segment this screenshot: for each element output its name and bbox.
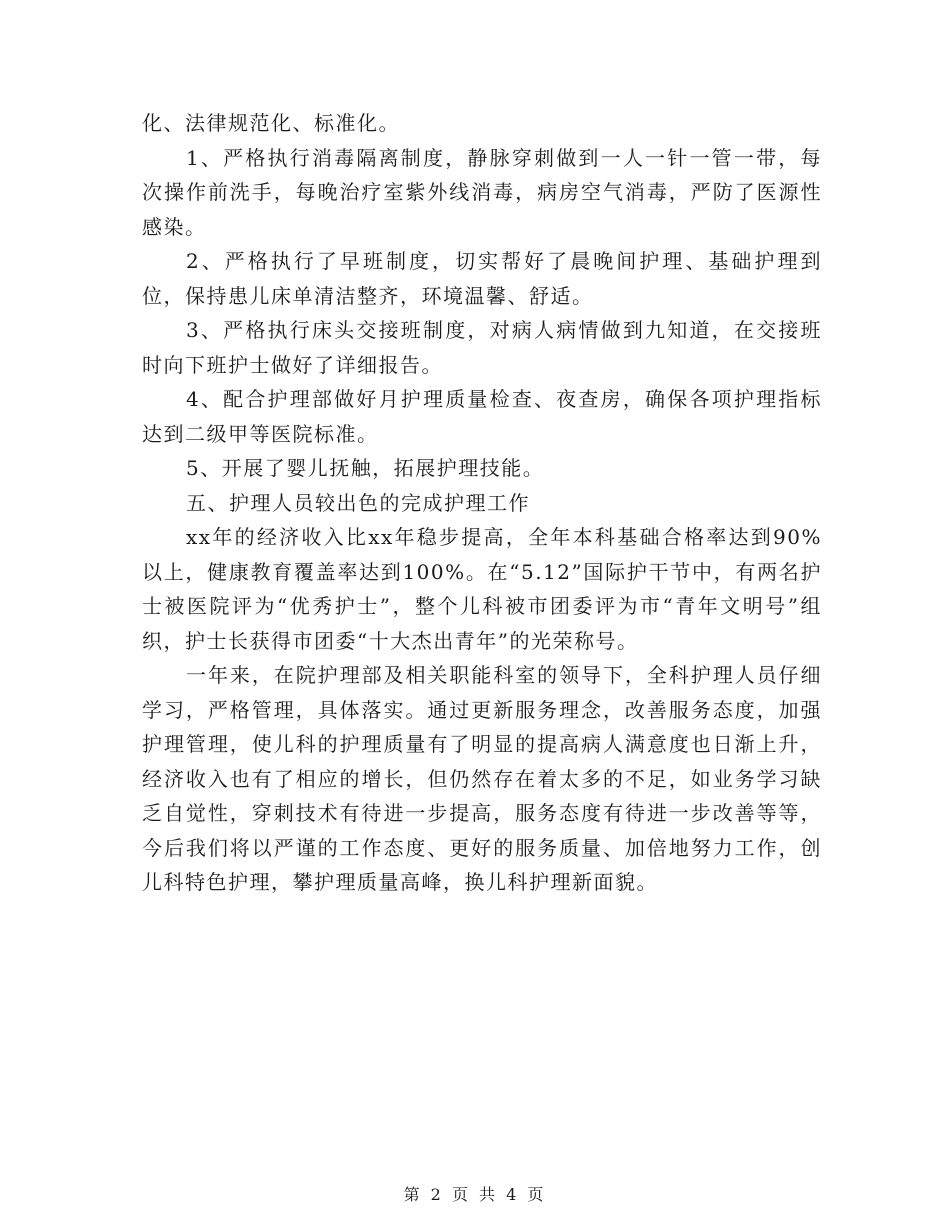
page-number-footer: 第 2 页 共 4 页	[403, 1185, 547, 1204]
paragraph-item-2: 2、严格执行了早班制度，切实帮好了晨晚间护理、基础护理到位，保持患儿床单清洁整齐，环境温馨、舒适。	[142, 249, 822, 308]
paragraph-item-5: 5、开展了婴儿抚触，拓展护理技能。	[186, 456, 545, 480]
paragraph-achievements: xx年的经济收入比xx年稳步提高，全年本科基础合格率达到90%以上，健康教育覆盖率达到100%。在“5.12”国际护干节中，有两名护士被医院评为“优秀护士”，整个儿科被市团委评为市“青年文明号”组织，护士长获得市团委“十大杰出青年”的光荣称号。	[142, 525, 822, 653]
paragraph-item-4: 4、配合护理部做好月护理质量检查、夜查房，确保各项护理指标达到二级甲等医院标准。	[142, 387, 822, 446]
body-text	[142, 106, 822, 900]
section-heading: 五、护理人员较出色的完成护理工作	[186, 490, 530, 515]
paragraph-item-3: 3、严格执行床头交接班制度，对病人病情做到九知道，在交接班时向下班护士做好了详细报告。	[142, 318, 822, 377]
paragraph-summary: 一年来，在院护理部及相关职能科室的领导下，全科护理人员仔细学习，严格管理，具体落实。通过更新服务理念，改善服务态度，加强护理管理，使儿科的护理质量有了明显的提高病人满意度也日渐上升，经济收入也有了相应的增长，但仍然存在着太多的不足，如业务学习缺乏自觉性，穿刺技术有待进一步提高，服务态度有待进一步改善等等，今后我们将以严谨的工作态度、更好的服务质量、加倍地努力工作，创儿科特色护理，攀护理质量高峰，换儿科护理新面貌。	[142, 663, 822, 894]
paragraph-item-1: 1、严格执行消毒隔离制度，静脉穿刺做到一人一针一管一带，每次操作前洗手，每晚治疗室紫外线消毒，病房空气消毒，严防了医源性感染。	[142, 145, 822, 239]
paragraph-continuation: 化、法律规范化、标准化。	[142, 111, 400, 135]
